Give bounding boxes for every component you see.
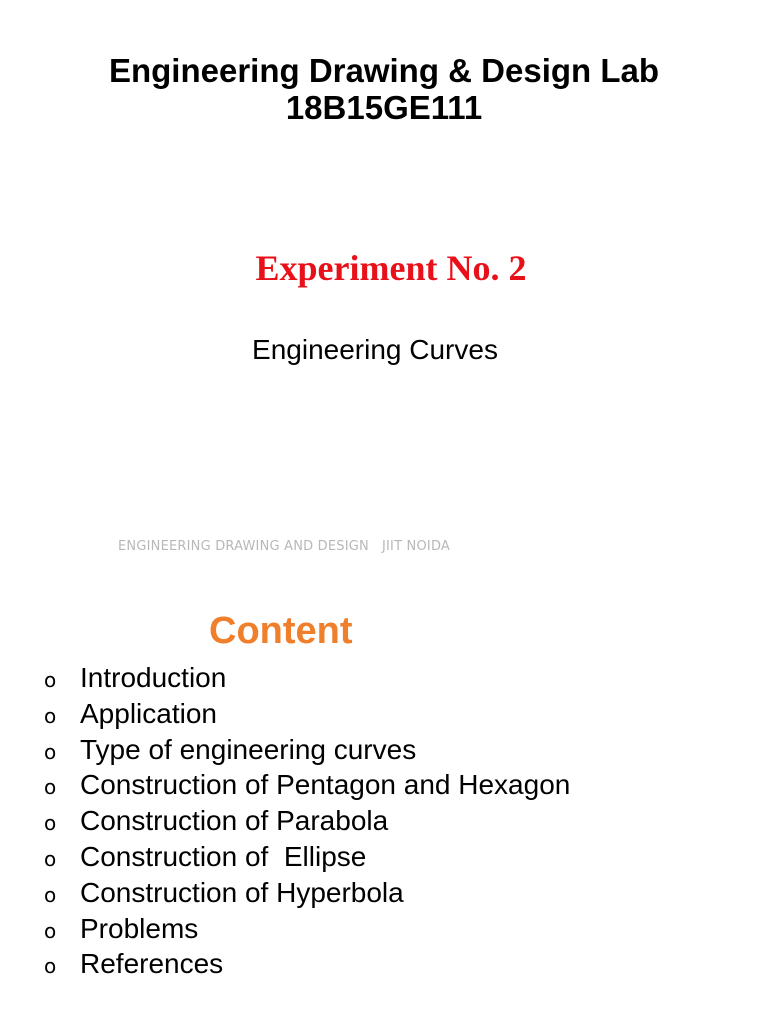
bullet-icon: o <box>44 668 57 692</box>
list-item <box>44 660 570 696</box>
experiment-topic: Engineering Curves <box>252 334 498 365</box>
bullet-icon: o <box>44 775 57 800</box>
course-title <box>0 52 768 126</box>
list-item-label: Problems <box>80 912 199 944</box>
list-item <box>44 767 570 803</box>
content-heading: Content <box>209 610 353 652</box>
content-slide <box>0 580 768 1024</box>
list-item <box>44 946 570 982</box>
list-item-label: References <box>80 948 224 980</box>
experiment-number: Experiment No. 2 <box>255 248 527 288</box>
bullet-icon: o <box>44 954 57 979</box>
bullet-icon: o <box>44 703 57 728</box>
list-item-label: Type of engineering curves <box>80 733 417 765</box>
list-item-label: Construction of Parabola <box>80 805 389 837</box>
list-item-label: Construction of Pentagon and Hexagon <box>80 769 571 801</box>
list-item <box>44 803 570 839</box>
list-item-label: Application <box>80 697 217 729</box>
list-item <box>44 732 570 768</box>
bullet-icon: o <box>44 846 57 871</box>
slide-footer: ENGINEERING DRAWING AND DESIGN JIIT NOIDA <box>118 539 451 554</box>
list-item <box>44 911 570 947</box>
bullet-icon: o <box>44 882 57 907</box>
list-item <box>44 696 570 732</box>
list-item-label: Construction of Hyperbola <box>80 876 404 908</box>
content-list <box>44 660 570 982</box>
bullet-icon: o <box>44 811 57 836</box>
course-code: 18B15GE111 <box>285 89 483 126</box>
bullet-icon: o <box>44 739 57 764</box>
list-item-label: Introduction <box>80 662 227 693</box>
list-item <box>44 839 570 875</box>
bullet-icon: o <box>44 918 57 943</box>
course-name: Engineering Drawing & Design Lab <box>108 52 660 89</box>
list-item-label: Construction of Ellipse <box>80 840 367 872</box>
list-item <box>44 875 570 911</box>
